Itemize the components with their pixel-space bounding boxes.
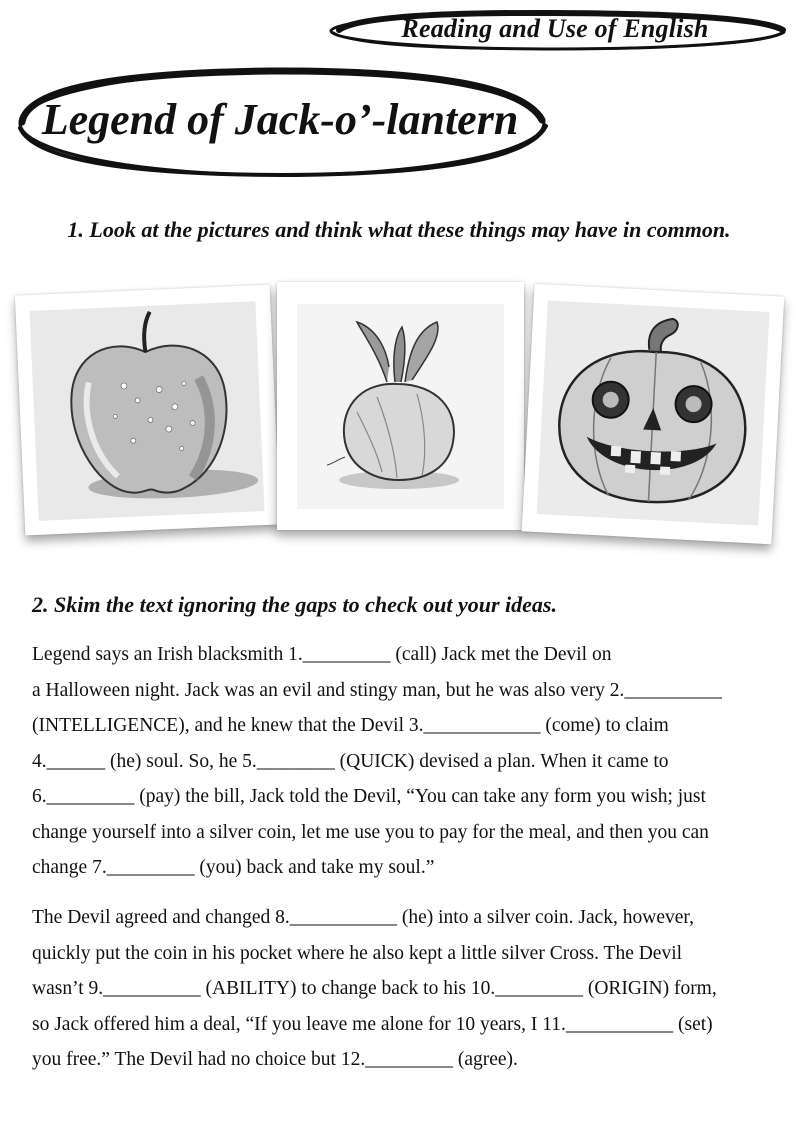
task-1-instruction: 1. Look at the pictures and think what these things may have in common.: [67, 217, 731, 242]
turnip-drawing: [277, 282, 524, 530]
paragraph-1-line: (INTELLIGENCE), and he knew that the Devil 3.____________ (come) to claim: [32, 715, 669, 736]
paragraph-1: [32, 637, 782, 886]
paragraph-2-line: The Devil agreed and changed 8.___________ (he) into a silver coin. Jack, however,: [32, 907, 695, 928]
paragraph-2-line: so Jack offered him a deal, “If you leave me alone for 10 years, I 11.___________ (set): [32, 1013, 713, 1035]
paragraph-1-line: 6._________ (pay) the bill, Jack told the Devil, “You can take any form you wish; just: [32, 786, 706, 807]
paragraph-1-line: a Halloween night. Jack was an evil and stingy man, but he was also very 2.__________: [32, 679, 722, 701]
pumpkin-photo: [522, 284, 785, 545]
paragraph-2-line: quickly put the coin in his pocket where he also kept a little silver Cross. The Devil: [32, 942, 683, 964]
paragraph-1-line: change 7._________ (you) back and take my soul.”: [32, 857, 435, 878]
pumpkin-drawing: [522, 284, 785, 545]
turnip-photo: [277, 282, 524, 530]
page-title: Legend of Jack-o’-lantern: [41, 95, 519, 144]
apple-drawing: [15, 285, 280, 536]
paragraph-2-line: wasn’t 9.__________ (ABILITY) to change back to his 10._________ (ORIGIN) form,: [32, 978, 717, 999]
paragraph-1-line: change yourself into a silver coin, let me use you to pay for the meal, and then you can: [32, 821, 709, 843]
section-tag: Reading and Use of English: [401, 14, 709, 43]
task-2-instruction: 2. Skim the text ignoring the gaps to check out your ideas.: [32, 592, 557, 617]
paragraph-1-line: 4.______ (he) soul. So, he 5.________ (QUICK) devised a plan. When it came to: [32, 750, 669, 772]
apple-photo: [15, 285, 280, 536]
paragraph-2: [32, 900, 782, 1078]
paragraph-1-line: Legend says an Irish blacksmith 1._________ (call) Jack met the Devil on: [32, 644, 612, 665]
paragraph-2-line: you free.” The Devil had no choice but 12._________ (agree).: [32, 1049, 518, 1070]
